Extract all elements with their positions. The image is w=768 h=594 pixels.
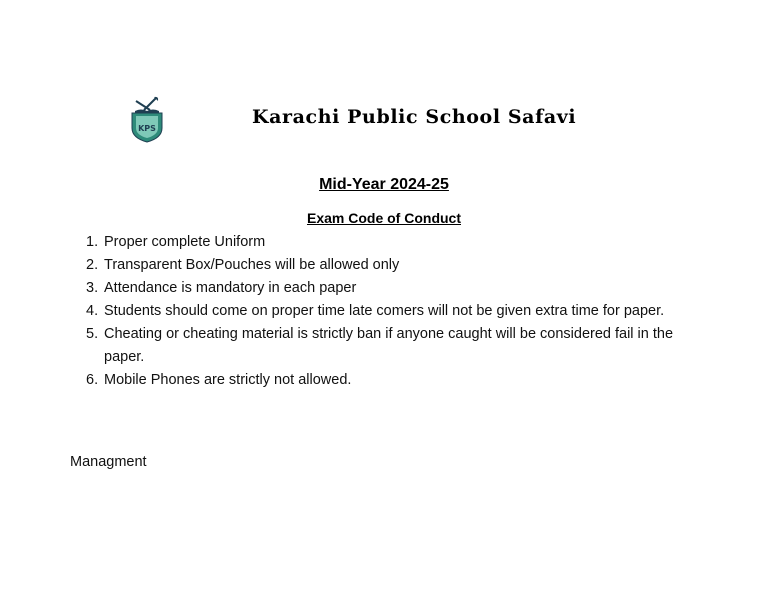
list-item-text: Cheating or cheating material is strictly ban if anyone caught will be considered fail in the paper.	[104, 326, 674, 365]
list-item-number: 1.	[86, 234, 99, 250]
list-item-number: 6.	[86, 372, 99, 388]
list-item-text: Students should come on proper time late comers will not be given extra time for paper.	[104, 303, 665, 319]
list-item-text: Attendance is mandatory in each paper	[104, 280, 357, 296]
rules-list	[86, 231, 706, 392]
list-item-number: 3.	[86, 280, 99, 296]
list-item	[86, 300, 706, 323]
list-item	[86, 323, 706, 369]
list-item-number: 2.	[86, 257, 99, 273]
list-item	[86, 254, 706, 277]
page-title: Mid-Year 2024-25	[319, 176, 449, 193]
list-item-number: 4.	[86, 303, 99, 319]
list-item-text: Transparent Box/Pouches will be allowed only	[104, 257, 400, 273]
list-item-text: Mobile Phones are strictly not allowed.	[104, 372, 352, 388]
list-item-number: 5.	[86, 326, 99, 342]
list-item	[86, 369, 706, 392]
list-item-text: Proper complete Uniform	[104, 234, 266, 250]
school-name: Karachi Public School Safavi	[252, 106, 577, 128]
list-item	[86, 277, 706, 300]
signature-text: Managment	[70, 454, 147, 470]
page-subtitle: Exam Code of Conduct	[306, 210, 461, 226]
logo-initials: KPS	[138, 124, 156, 133]
list-item	[86, 231, 706, 254]
school-logo-icon	[128, 95, 166, 143]
